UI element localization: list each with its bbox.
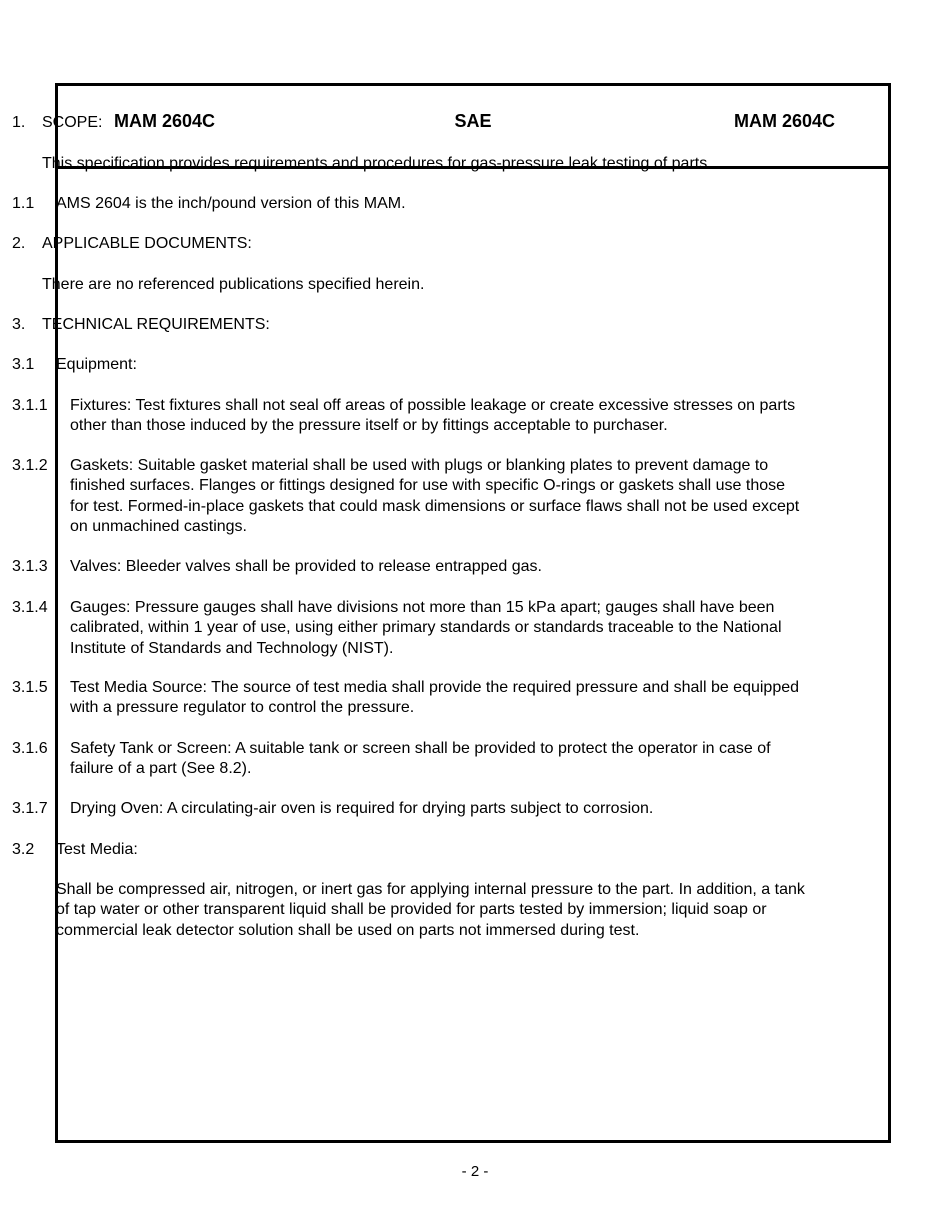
section-number: 3.1.4	[12, 599, 48, 616]
section-number: 1.	[12, 114, 26, 131]
section-text: Fixtures: Test fixtures shall not seal off areas of possible leakage or create excessive stresses on parts other than those induced by the pressure itself or by fittings acceptable to purchaser.	[70, 397, 796, 435]
section-3-1-1	[12, 396, 808, 437]
section-number: 3.1.1	[12, 397, 48, 414]
section-2-paragraph: There are no referenced publications specified herein.	[42, 276, 425, 293]
section-number: 3.1.7	[12, 800, 48, 817]
section-number: 1.1	[12, 195, 35, 212]
section-text: Test Media Source: The source of test media shall provide the required pressure and shall be equipped with a pressure regulator to control the pressure.	[70, 679, 800, 717]
section-3-1-7	[12, 799, 808, 819]
section-title: Equipment:	[56, 356, 137, 373]
section-number: 3.1.5	[12, 679, 48, 696]
section-3-1-5	[12, 678, 808, 719]
section-3-1-2	[12, 456, 808, 537]
header-doc-number-left: MAM 2604C	[114, 111, 216, 131]
header-organization: SAE	[454, 111, 492, 131]
section-number: 3.	[12, 316, 26, 333]
section-1-paragraph: This specification provides requirements and procedures for gas-pressure leak testing of parts.	[42, 155, 712, 172]
section-1-1	[12, 194, 812, 214]
section-number: 3.1.6	[12, 740, 48, 757]
section-title: TECHNICAL REQUIREMENTS:	[42, 316, 270, 333]
section-text: Valves: Bleeder valves shall be provided to release entrapped gas.	[70, 558, 542, 575]
section-3-heading	[12, 315, 812, 335]
page-number: - 2 -	[461, 1163, 489, 1180]
section-3-2-paragraph: Shall be compressed air, nitrogen, or inert gas for applying internal pressure to the part. In addition, a tank of tap water or other transparent liquid shall be provided for parts tested by immersion; liquid soap or commercial leak detector solution shall be used on parts not immersed during test.	[56, 881, 805, 939]
section-number: 3.2	[12, 841, 35, 858]
section-2-heading	[12, 234, 812, 254]
section-number: 3.1	[12, 356, 35, 373]
header-doc-number-right: MAM 2604C	[733, 111, 835, 131]
section-title: SCOPE:	[42, 114, 103, 131]
section-3-1-heading	[12, 355, 812, 375]
section-text: Gaskets: Suitable gasket material shall be used with plugs or blanking plates to prevent damage to finished surfaces. Flanges or fittings designed for use with specific O-rings or gaskets shall use those for test. Formed-in-place gaskets that could mask dimensions or surface flaws shall not be used except on unmachined castings.	[70, 457, 800, 535]
section-number: 3.1.2	[12, 457, 48, 474]
section-title: Test Media:	[56, 841, 138, 858]
section-3-1-4	[12, 598, 808, 659]
section-text: Gauges: Pressure gauges shall have divisions not more than 15 kPa apart; gauges shall have been calibrated, within 1 year of use, using either primary standards or standards traceable to the National Institute of Standards and Technology (NIST).	[70, 599, 782, 657]
section-text: AMS 2604 is the inch/pound version of this MAM.	[56, 195, 406, 212]
section-3-1-6	[12, 739, 808, 780]
section-3-2-heading	[12, 840, 812, 860]
section-text: Safety Tank or Screen: A suitable tank or screen shall be provided to protect the operator in case of failure of a part (See 8.2).	[70, 740, 771, 778]
section-number: 2.	[12, 235, 26, 252]
section-3-1-3	[12, 557, 808, 577]
section-1-heading	[12, 113, 812, 133]
section-title: APPLICABLE DOCUMENTS:	[42, 235, 252, 252]
section-text: Drying Oven: A circulating-air oven is required for drying parts subject to corrosion.	[70, 800, 654, 817]
section-number: 3.1.3	[12, 558, 48, 575]
